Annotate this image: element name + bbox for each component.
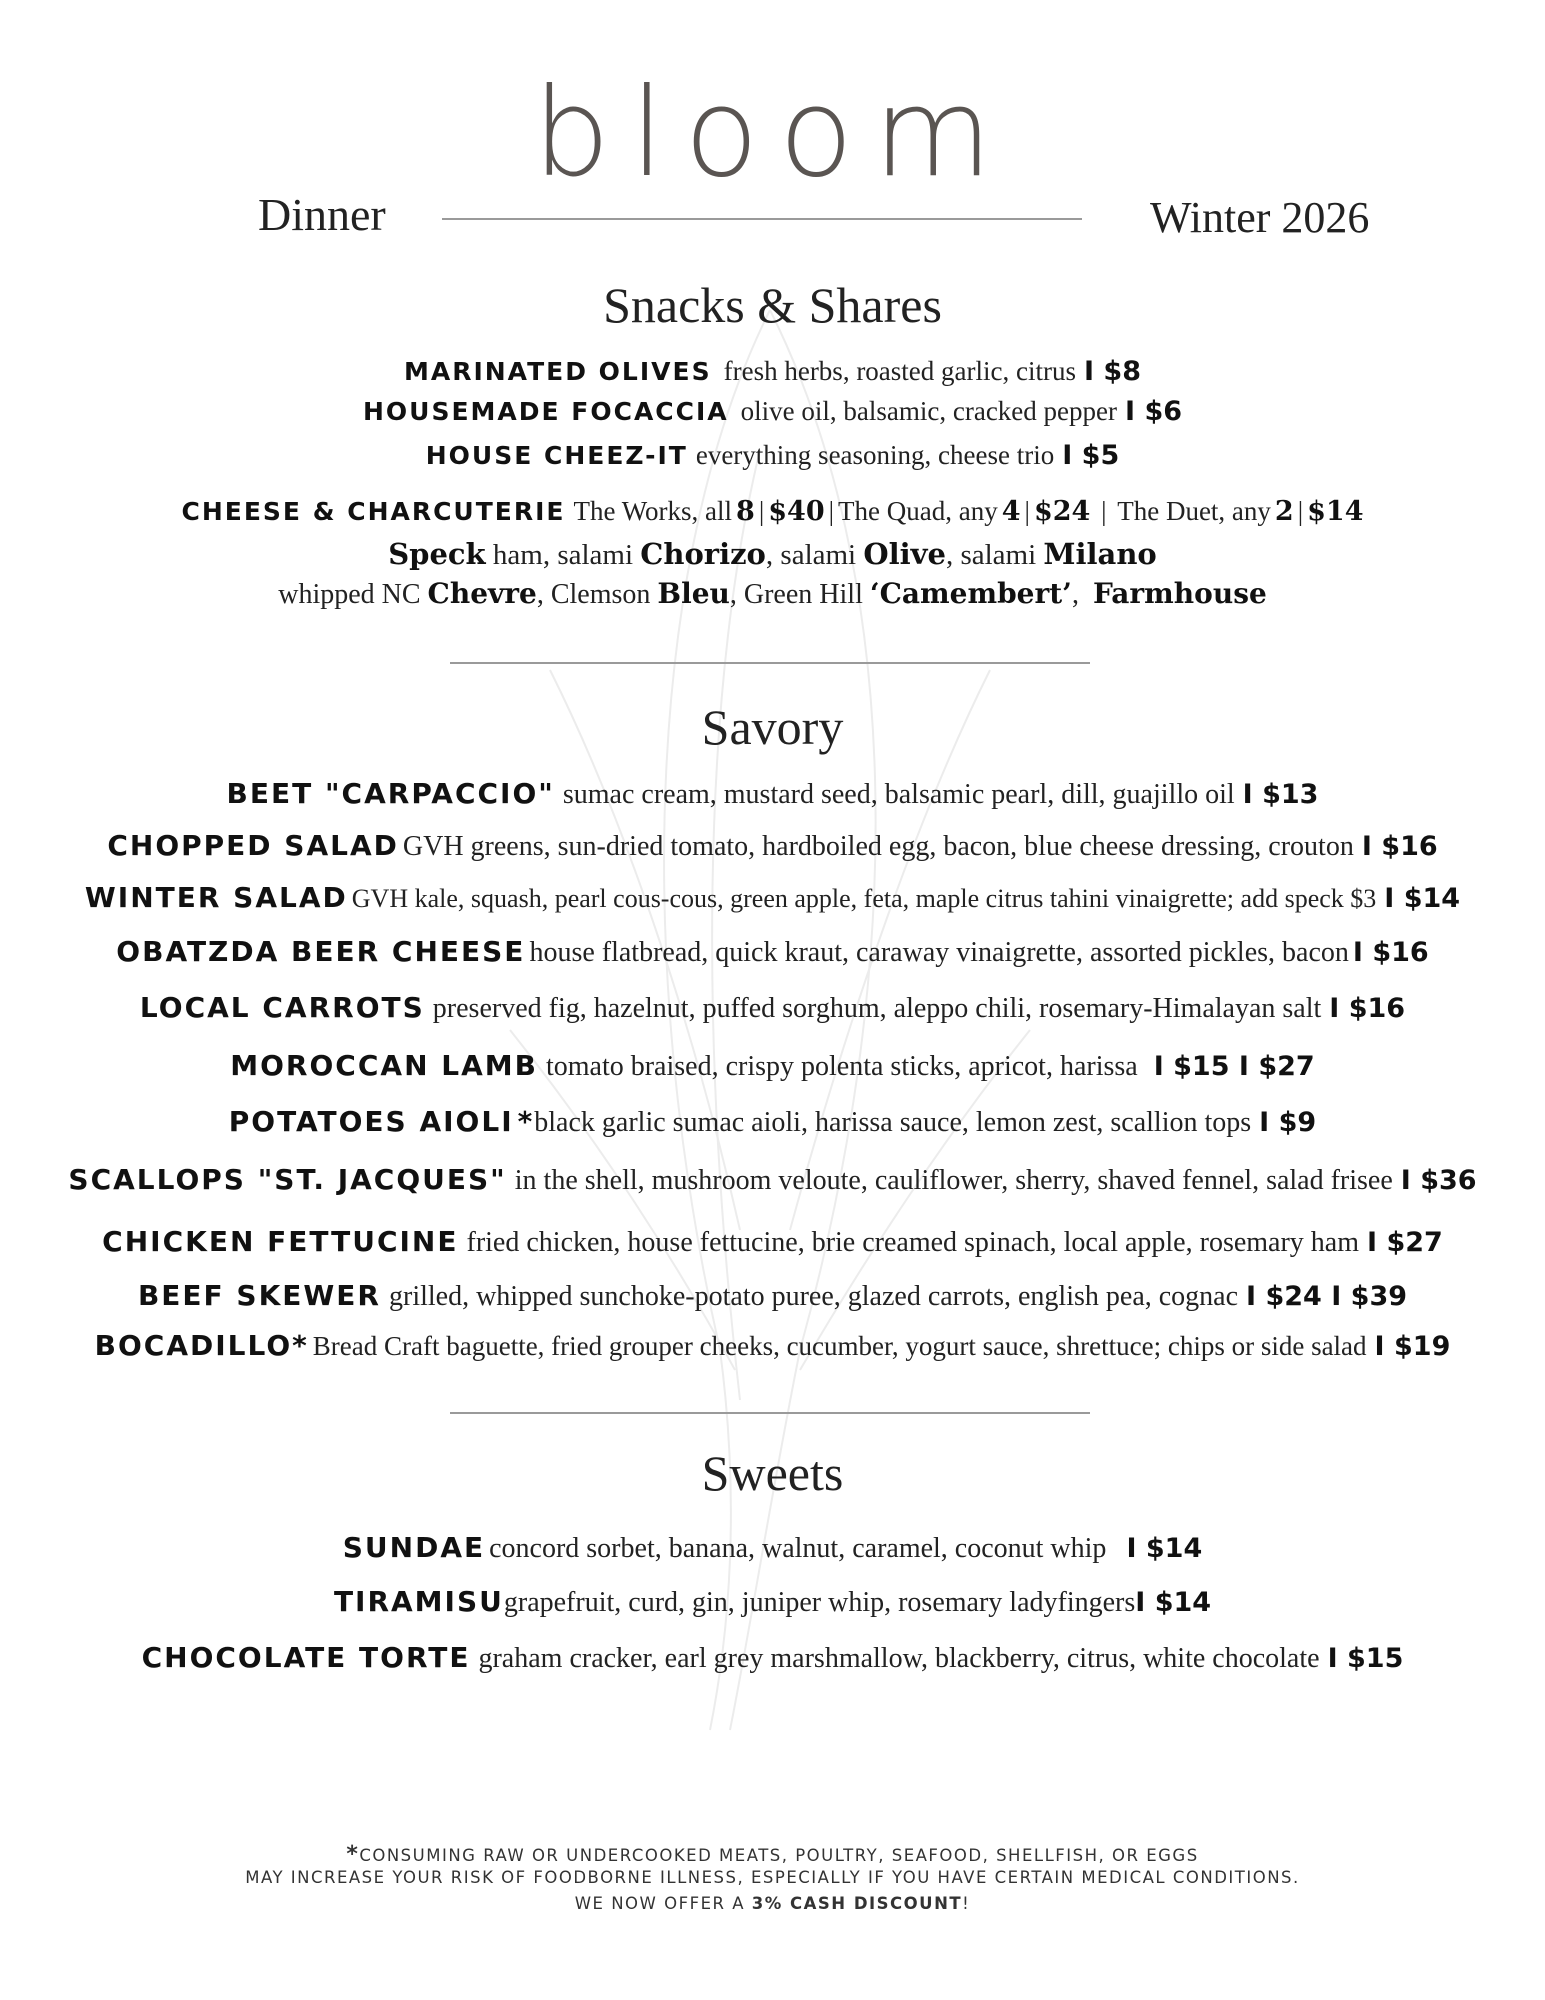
footer-line-1: [0, 1844, 1545, 1866]
item-price: I $14: [1126, 1533, 1203, 1564]
menu-item: [0, 440, 1545, 471]
item-price: I $16: [1352, 937, 1429, 968]
quad-count: 4: [1001, 496, 1021, 527]
item-desc: GVH kale, squash, pearl cous-cous, green apple, feta, maple citrus tahini vinaigrette; add speck $3: [351, 884, 1377, 913]
footer-text: CONSUMING RAW OR UNDERCOOKED MEATS, POULTRY, SEAFOOD, SHELLFISH, OR EGGS: [359, 1846, 1199, 1865]
item-price: I $16: [1361, 831, 1438, 862]
menu-item: [0, 1532, 1545, 1565]
section-divider: [450, 1412, 1090, 1414]
item-price: I $27: [1367, 1227, 1443, 1258]
item-price: I $5: [1062, 440, 1120, 471]
cheese-desc: , Green Hill: [729, 579, 863, 610]
menu-item: [0, 778, 1545, 811]
menu-item: [0, 1164, 1545, 1197]
menu-item: [0, 1330, 1545, 1362]
menu-item: [0, 936, 1545, 969]
menu-item: [0, 1106, 1545, 1139]
item-desc: olive oil, balsamic, cracked pepper: [740, 396, 1117, 426]
cheese-desc: , Clemson: [536, 579, 651, 610]
item-desc: grilled, whipped sunchoke-potato puree, glazed carrots, english pea, cognac: [389, 1281, 1239, 1312]
item-price: I $6: [1125, 396, 1183, 427]
item-desc: in the shell, mushroom veloute, cauliflower, sherry, shaved fennel, salad frisee: [514, 1165, 1393, 1196]
quad-label: The Quad, any: [838, 496, 998, 526]
works-count: 8: [736, 496, 755, 527]
item-price: I $14: [1384, 883, 1461, 914]
menu-item: [0, 1586, 1545, 1619]
item-name: CHOCOLATE TORTE: [141, 1641, 471, 1674]
meat-milano: Milano: [1043, 537, 1157, 571]
footer-line-2: MAY INCREASE YOUR RISK OF FOODBORNE ILLNESS, ESPECIALLY IF YOU HAVE CERTAIN MEDICAL CONDITIONS.: [245, 1868, 1300, 1887]
cheese-bleu: Bleu: [657, 577, 730, 610]
cash-discount-label: 3% CASH DISCOUNT: [751, 1894, 963, 1913]
meat-desc: , salami: [945, 539, 1037, 571]
item-name: WINTER SALAD: [84, 881, 348, 914]
footer-line-3: [0, 1896, 1545, 1913]
duet-count: 2: [1274, 496, 1294, 527]
logo-bloom: bloom: [532, 62, 1013, 204]
item-desc: fried chicken, house fettucine, brie creamed spinach, local apple, rosemary ham: [466, 1227, 1359, 1258]
item-desc: preserved fig, hazelnut, puffed sorghum, aleppo chili, rosemary-Himalayan salt: [432, 993, 1322, 1024]
menu-item: [0, 882, 1545, 914]
raw-warning-star: *: [517, 1105, 535, 1138]
section-title-savory: Savory: [701, 699, 844, 755]
item-name: BEEF SKEWER: [137, 1279, 381, 1312]
menu-item: [0, 396, 1545, 427]
meat-desc: ham, salami: [492, 539, 634, 571]
item-desc: concord sorbet, banana, walnut, caramel, coconut whip: [489, 1533, 1107, 1564]
cheese-charcuterie-item: CHEESE & CHARCUTERIE The Works, all 8 | $40 | The Quad, any 4 | $24 | The Duet, any 2 | $14: [181, 496, 1364, 527]
menu-item: [0, 830, 1545, 863]
duet-label: The Duet, any: [1117, 496, 1271, 526]
meat-speck: Speck: [388, 537, 486, 571]
item-price: I $9: [1259, 1107, 1317, 1138]
menu-item: [0, 1642, 1545, 1675]
menu-item: [0, 1226, 1545, 1259]
cheese-camembert: ‘Camembert’: [869, 577, 1072, 610]
item-desc: graham cracker, earl grey marshmallow, blackberry, citrus, white chocolate: [478, 1643, 1320, 1674]
item-price: I $15: [1327, 1643, 1404, 1674]
item-name: SUNDAE: [342, 1531, 486, 1564]
item-price: I $13: [1242, 779, 1319, 810]
item-price: I $36: [1400, 1165, 1477, 1196]
item-name: MARINATED OLIVES: [403, 357, 712, 386]
footer-text: !: [962, 1894, 971, 1913]
cheese-farmhouse: Farmhouse: [1092, 577, 1267, 610]
item-name: HOUSEMADE FOCACCIA: [362, 397, 729, 426]
section-title-snacks: Snacks & Shares: [603, 277, 942, 333]
item-desc: house flatbread, quick kraut, caraway vinaigrette, assorted pickles, bacon: [529, 937, 1349, 968]
item-price: I $8: [1083, 356, 1142, 387]
section-divider: [450, 662, 1090, 664]
quad-price: $24: [1033, 496, 1091, 527]
works-price: $40: [768, 496, 825, 527]
item-desc: GVH greens, sun-dried tomato, hardboiled egg, bacon, blue cheese dressing, crouton: [402, 831, 1354, 862]
charcuterie-cheeses: [0, 578, 1545, 611]
meat-desc: , salami: [765, 539, 857, 571]
cheese-desc: ,: [1071, 579, 1079, 610]
item-name: OBATZDA BEER CHEESE: [116, 935, 526, 968]
item-name: SCALLOPS "ST. JACQUES": [68, 1163, 507, 1196]
item-name: HOUSE CHEEZ-IT: [425, 441, 688, 470]
menu-item: [0, 1280, 1545, 1313]
item-name: MOROCCAN LAMB: [230, 1049, 538, 1082]
menu-item: [0, 1050, 1545, 1083]
cheese-chevre: Chevre: [427, 577, 537, 610]
item-name: BEET "CARPACCIO": [226, 777, 555, 810]
item-name: CHOPPED SALAD: [107, 829, 399, 862]
charcuterie-meats: [0, 538, 1545, 572]
item-price: I $19: [1374, 1331, 1451, 1362]
item-name: LOCAL CARROTS: [139, 991, 425, 1024]
item-price: I $24 I $39: [1246, 1281, 1408, 1312]
item-price: I $14: [1135, 1587, 1212, 1618]
item-desc: tomato braised, crispy polenta sticks, apricot, harissa: [545, 1051, 1138, 1082]
meat-chorizo: Chorizo: [640, 537, 766, 571]
item-desc: everything seasoning, cheese trio: [695, 440, 1055, 470]
footer-star: *: [346, 1842, 360, 1867]
works-label: The Works, all: [573, 496, 733, 526]
item-price: I $16: [1329, 993, 1406, 1024]
meat-olive: Olive: [863, 537, 946, 571]
menu-item: [0, 356, 1545, 387]
duet-price: $14: [1307, 496, 1364, 527]
item-desc: black garlic sumac aioli, harissa sauce, lemon zest, scallion tops: [534, 1107, 1252, 1138]
section-title-sweets: Sweets: [701, 1445, 844, 1501]
item-name: POTATOES AIOLI: [228, 1105, 514, 1138]
item-desc: Bread Craft baguette, fried grouper cheeks, cucumber, yogurt sauce, shrettuce; chips or side salad: [312, 1331, 1367, 1361]
item-name: TIRAMISU: [333, 1585, 504, 1618]
item-name: CHEESE & CHARCUTERIE: [181, 497, 566, 526]
menu-item: [0, 992, 1545, 1025]
season-label: Winter 2026: [1150, 193, 1370, 242]
footer-text: WE NOW OFFER A: [574, 1894, 745, 1913]
header-divider: [442, 218, 1082, 220]
item-name: BOCADILLO*: [94, 1329, 309, 1362]
item-desc: fresh herbs, roasted garlic, citrus: [723, 356, 1076, 386]
cheese-desc: whipped NC: [278, 579, 421, 610]
item-desc: sumac cream, mustard seed, balsamic pearl, dill, guajillo oil: [562, 779, 1235, 810]
item-name: CHICKEN FETTUCINE: [102, 1225, 459, 1258]
item-price: I $15 I $27: [1153, 1051, 1315, 1082]
service-label: Dinner: [258, 189, 386, 240]
item-desc: grapefruit, curd, gin, juniper whip, rosemary ladyfingers: [503, 1587, 1136, 1618]
